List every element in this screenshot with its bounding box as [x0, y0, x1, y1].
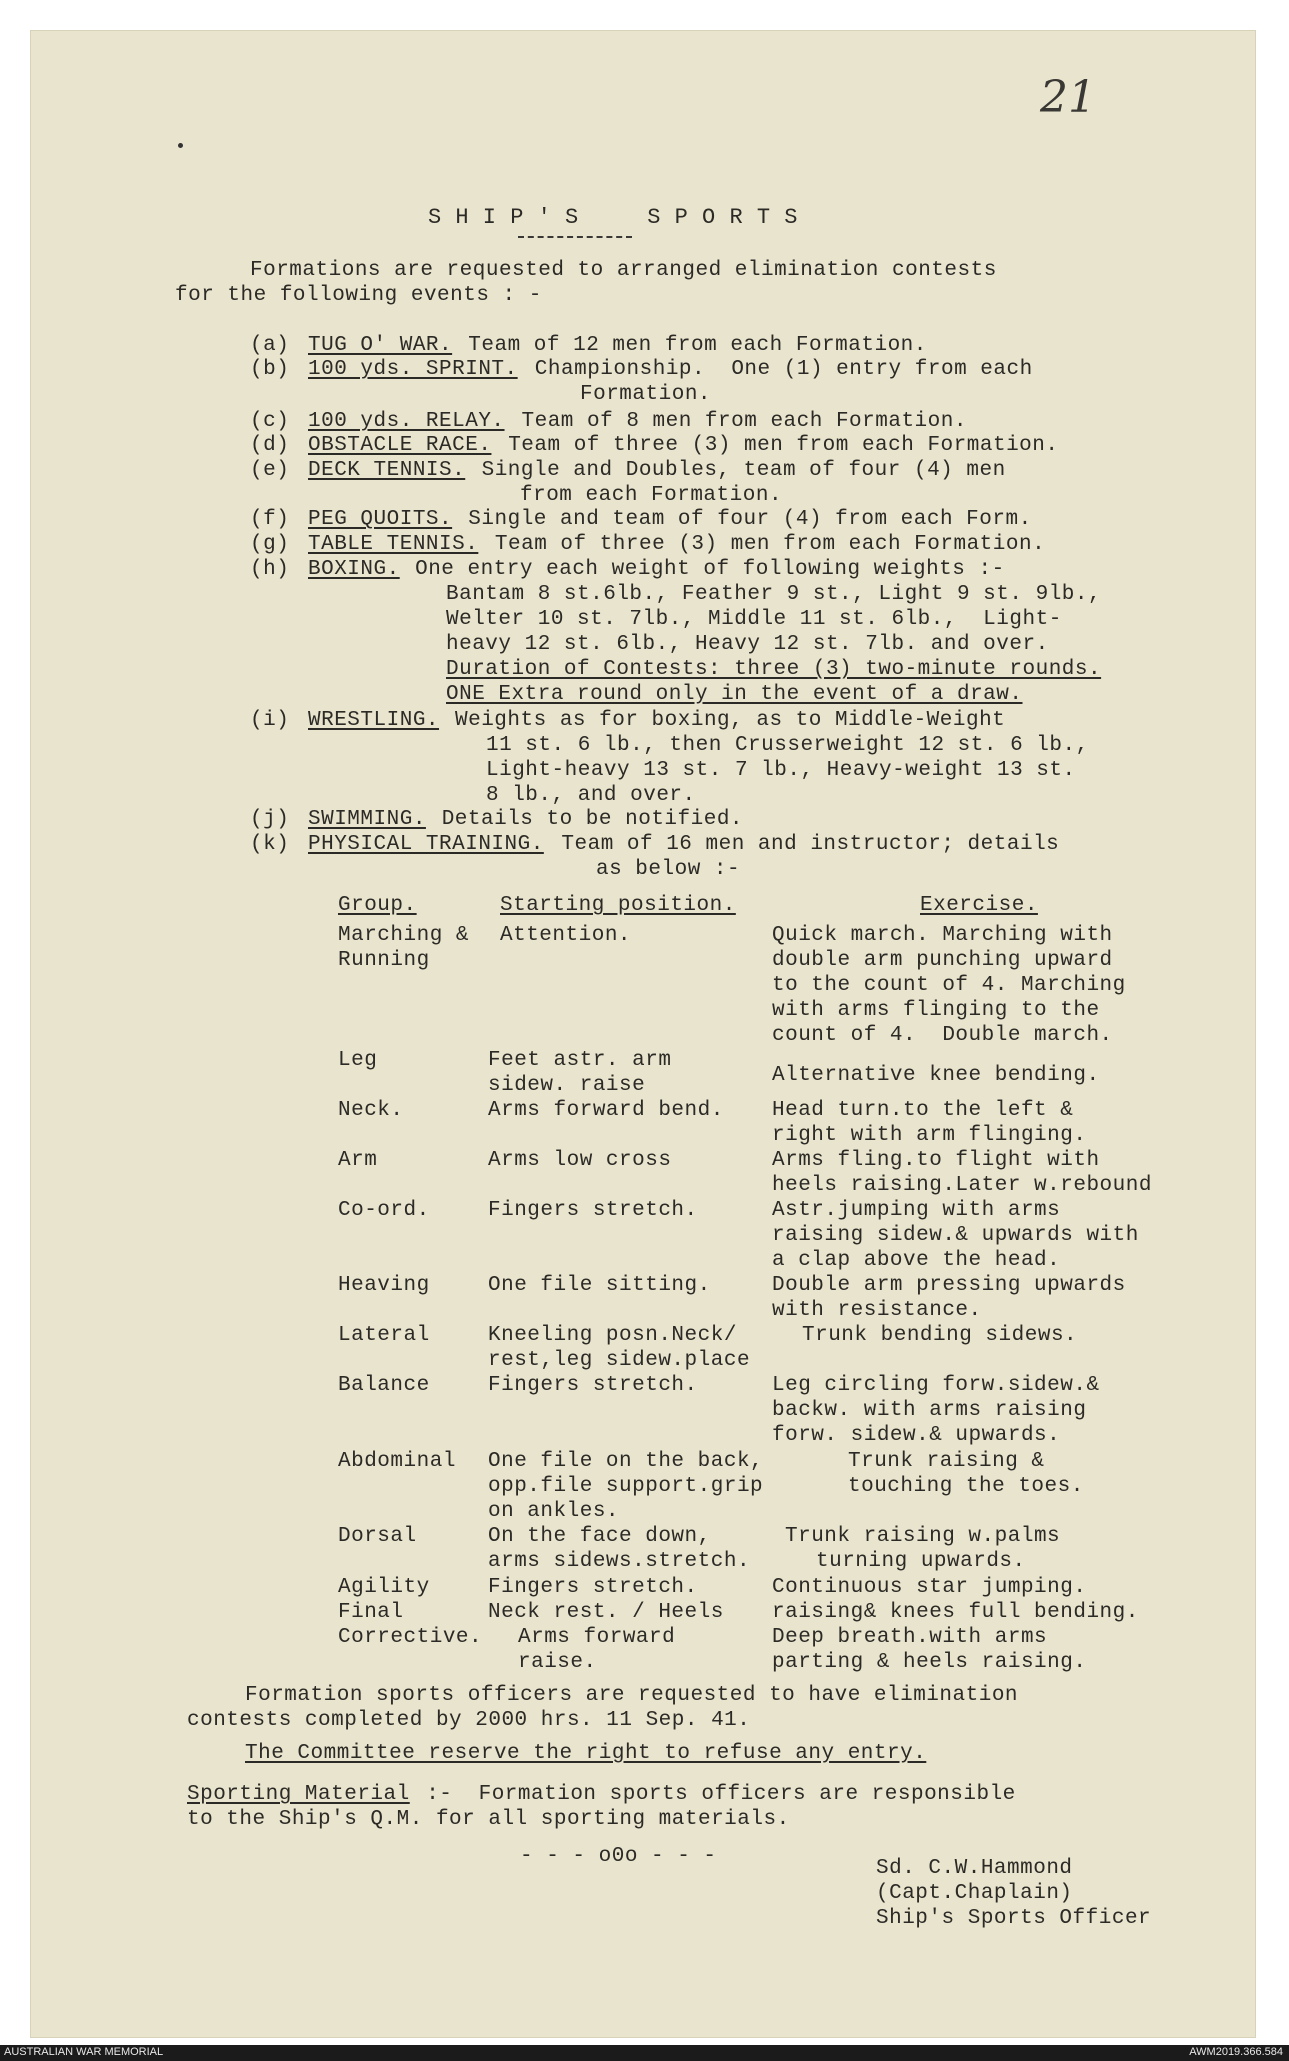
- table-exercise: Trunk raising &: [848, 1450, 1045, 1473]
- event-detail: from each Formation.: [520, 484, 783, 507]
- event-detail: Bantam 8 st.6lb., Feather 9 st., Light 9 st. 9lb.,: [446, 583, 1102, 606]
- table-start: arms sidews.stretch.: [488, 1550, 751, 1573]
- intro-line: Formations are requested to arranged elimination contests: [250, 259, 997, 282]
- table-group: Final: [338, 1601, 404, 1624]
- event-detail: 11 st. 6 lb., then Crusserweight 12 st. 6 lb.,: [486, 734, 1089, 757]
- table-start: One file sitting.: [488, 1274, 711, 1297]
- event-detail: Duration of Contests: three (3) two-minute rounds.: [446, 658, 1102, 681]
- table-group: Marching &: [338, 924, 470, 947]
- table-group: Leg: [338, 1049, 378, 1072]
- signature-line: Sd. C.W.Hammond: [876, 1857, 1073, 1880]
- event-letter: (a): [250, 334, 290, 357]
- table-exercise: Deep breath.with arms: [772, 1626, 1048, 1649]
- table-group: Lateral: [338, 1324, 430, 1347]
- archive-footer: [0, 2045, 1289, 2061]
- event-detail: Single and team of four (4) from each Form.: [468, 508, 1032, 531]
- event-name: 100 yds. RELAY.: [308, 410, 505, 433]
- event-name: WRESTLING.: [308, 709, 440, 732]
- event-letter: (h): [250, 558, 290, 581]
- signature-line: Ship's Sports Officer: [876, 1907, 1152, 1930]
- table-start: sidew. raise: [488, 1074, 646, 1097]
- table-group: Co-ord.: [338, 1199, 430, 1222]
- footer-accession: AWM2019.366.584: [1189, 2046, 1283, 2058]
- table-exercise: raising sidew.& upwards with: [772, 1224, 1139, 1247]
- table-group: Heaving: [338, 1274, 430, 1297]
- table-exercise: turning upwards.: [816, 1550, 1026, 1573]
- table-group: Dorsal: [338, 1525, 417, 1548]
- separator: - - - o0o - - -: [520, 1845, 717, 1868]
- table-header-group: Group.: [338, 894, 417, 917]
- table-group: Balance: [338, 1374, 430, 1397]
- event-name: PEG QUOITS.: [308, 508, 453, 531]
- table-exercise: Quick march. Marching with: [772, 924, 1113, 947]
- table-group: Abdominal: [338, 1450, 456, 1473]
- table-exercise: Trunk raising w.palms: [785, 1525, 1061, 1548]
- table-exercise: with resistance.: [772, 1299, 982, 1322]
- table-exercise: Continuous star jumping.: [772, 1576, 1087, 1599]
- event-name: BOXING.: [308, 558, 400, 581]
- table-group: Neck.: [338, 1099, 404, 1122]
- event-letter: (j): [250, 808, 290, 831]
- table-start: One file on the back,: [488, 1450, 764, 1473]
- event-letter: (e): [250, 459, 290, 482]
- committee-note: The Committee reserve the right to refuse any entry.: [245, 1742, 927, 1765]
- table-start: On the face down,: [488, 1525, 711, 1548]
- table-exercise: forw. sidew.& upwards.: [772, 1424, 1061, 1447]
- table-start: Attention.: [500, 924, 632, 947]
- table-start: on ankles.: [488, 1500, 620, 1523]
- table-start: Feet astr. arm: [488, 1049, 672, 1072]
- event-detail: as below :-: [596, 858, 741, 881]
- table-exercise: count of 4. Double march.: [772, 1024, 1113, 1047]
- table-start: Arms low cross: [488, 1149, 672, 1172]
- handwritten-page-number: 21: [1040, 72, 1096, 123]
- table-exercise: Double arm pressing upwards: [772, 1274, 1126, 1297]
- table-exercise: Head turn.to the left &: [772, 1099, 1074, 1122]
- table-exercise: with arms flinging to the: [772, 999, 1100, 1022]
- table-group: Arm: [338, 1149, 378, 1172]
- event-letter: (f): [250, 508, 290, 531]
- event-detail: 8 lb., and over.: [486, 784, 696, 807]
- closing-line: Formation sports officers are requested to have elimination: [245, 1684, 1019, 1707]
- event-detail: Team of 8 men from each Formation.: [521, 410, 967, 433]
- table-exercise: touching the toes.: [848, 1475, 1084, 1498]
- event-letter: (c): [250, 410, 290, 433]
- event-detail: Weights as for boxing, as to Middle-Weight: [455, 709, 1006, 732]
- table-exercise: backw. with arms raising: [772, 1399, 1087, 1422]
- event-detail: Team of three (3) men from each Formation.: [508, 434, 1059, 457]
- table-exercise: to the count of 4. Marching: [772, 974, 1126, 997]
- sporting-text: :- Formation sports officers are responsible: [413, 1783, 1016, 1806]
- table-start: rest,leg sidew.place: [488, 1349, 751, 1372]
- event-detail: One entry each weight of following weights :-: [415, 558, 1005, 581]
- table-header-exercise: Exercise.: [920, 894, 1038, 917]
- table-exercise: double arm punching upward: [772, 949, 1113, 972]
- closing-line: contests completed by 2000 hrs. 11 Sep. 41.: [187, 1709, 751, 1732]
- event-detail: Formation.: [580, 383, 712, 406]
- table-start: Arms forward bend.: [488, 1099, 724, 1122]
- table-start: Fingers stretch.: [488, 1576, 698, 1599]
- table-header-start: Starting position.: [500, 894, 736, 917]
- event-detail: Details to be notified.: [441, 808, 744, 831]
- event-name: 100 yds. SPRINT.: [308, 358, 518, 381]
- intro-line: for the following events : -: [175, 284, 542, 307]
- event-letter: (d): [250, 434, 290, 457]
- table-exercise: a clap above the head.: [772, 1249, 1061, 1272]
- table-start: Fingers stretch.: [488, 1199, 698, 1222]
- table-group: Running: [338, 949, 430, 972]
- event-letter: (g): [250, 533, 290, 556]
- event-letter: (k): [250, 833, 290, 856]
- table-start: Arms forward: [518, 1626, 676, 1649]
- signature-line: (Capt.Chaplain): [876, 1882, 1073, 1905]
- table-exercise: Arms fling.to flight with: [772, 1149, 1100, 1172]
- table-start: opp.file support.grip: [488, 1475, 764, 1498]
- title-underline: [518, 236, 632, 238]
- table-exercise: Alternative knee bending.: [772, 1064, 1100, 1087]
- event-name: SWIMMING.: [308, 808, 426, 831]
- table-group: Corrective.: [338, 1626, 483, 1649]
- event-name: TUG O' WAR.: [308, 334, 453, 357]
- document-title: S H I P ' S S P O R T S: [428, 205, 798, 230]
- event-detail: Team of 16 men and instructor; details: [561, 833, 1060, 856]
- table-exercise: raising& knees full bending.: [772, 1601, 1139, 1624]
- table-start: Fingers stretch.: [488, 1374, 698, 1397]
- event-detail: Welter 10 st. 7lb., Middle 11 st. 6lb., Light-: [446, 608, 1062, 631]
- table-exercise: right with arm flinging.: [772, 1124, 1087, 1147]
- table-start: Neck rest. / Heels: [488, 1601, 724, 1624]
- table-exercise: Trunk bending sidews.: [802, 1324, 1078, 1347]
- table-start: raise.: [518, 1651, 597, 1674]
- event-name: TABLE TENNIS.: [308, 533, 479, 556]
- event-name: PHYSICAL TRAINING.: [308, 833, 544, 856]
- table-exercise: heels raising.Later w.rebound: [772, 1174, 1152, 1197]
- event-detail: Team of three (3) men from each Formation.: [494, 533, 1046, 556]
- event-detail: Light-heavy 13 st. 7 lb., Heavy-weight 13 st.: [486, 759, 1076, 782]
- sporting-label: Sporting Material: [187, 1783, 410, 1806]
- sporting-text: to the Ship's Q.M. for all sporting materials.: [187, 1808, 790, 1831]
- event-detail: heavy 12 st. 6lb., Heavy 12 st. 7lb. and over.: [446, 633, 1049, 656]
- event-letter: (i): [250, 709, 290, 732]
- table-exercise: Astr.jumping with arms: [772, 1199, 1061, 1222]
- footer-institution: AUSTRALIAN WAR MEMORIAL: [4, 2046, 164, 2058]
- event-name: DECK TENNIS.: [308, 459, 466, 482]
- event-detail: Single and Doubles, team of four (4) men: [481, 459, 1006, 482]
- ink-mark: [178, 143, 183, 148]
- event-name: OBSTACLE RACE.: [308, 434, 492, 457]
- table-exercise: Leg circling forw.sidew.&: [772, 1374, 1100, 1397]
- event-detail: ONE Extra round only in the event of a draw.: [446, 683, 1023, 706]
- event-letter: (b): [250, 358, 290, 381]
- event-detail: Championship. One (1) entry from each: [534, 358, 1033, 381]
- table-start: Kneeling posn.Neck/: [488, 1324, 737, 1347]
- table-exercise: parting & heels raising.: [772, 1651, 1087, 1674]
- event-detail: Team of 12 men from each Formation.: [468, 334, 927, 357]
- table-group: Agility: [338, 1576, 430, 1599]
